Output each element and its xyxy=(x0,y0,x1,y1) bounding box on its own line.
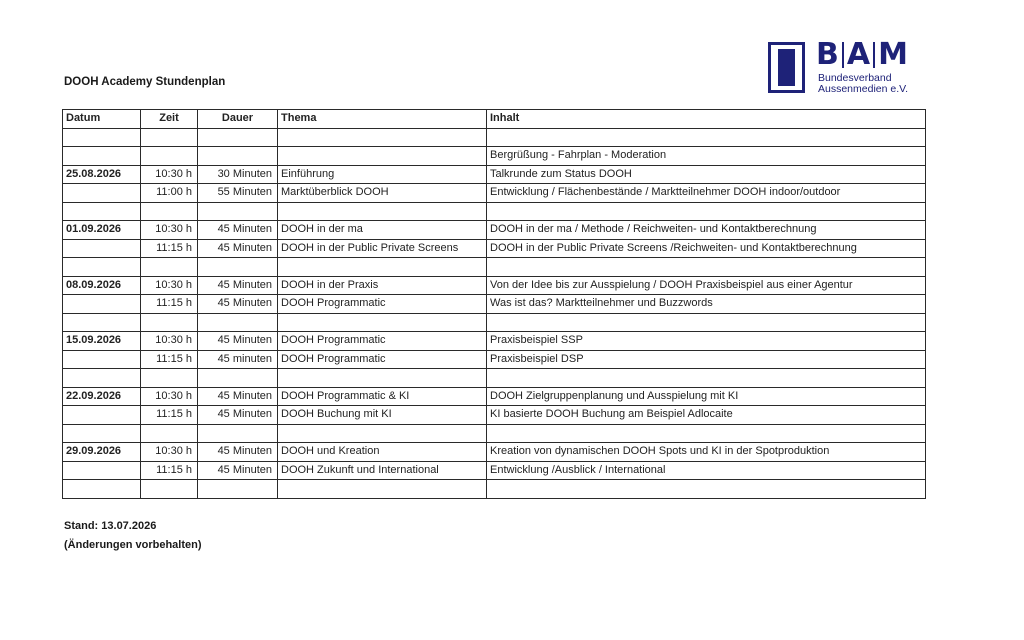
cell-inhalt: Von der Idee bis zur Ausspielung / DOOH Praxisbeispiel aus einer Agentur xyxy=(487,276,926,295)
cell-thema: DOOH in der Praxis xyxy=(278,276,487,295)
cell-inhalt xyxy=(487,480,926,499)
cell-dauer xyxy=(198,258,278,277)
table-header-row xyxy=(63,110,926,129)
cell-datum: 25.08.2026 xyxy=(63,165,141,184)
cell-thema: DOOH in der Public Private Screens xyxy=(278,239,487,258)
cell-thema: DOOH in der ma xyxy=(278,221,487,240)
cell-dauer: 45 Minuten xyxy=(198,239,278,258)
cell-datum: 22.09.2026 xyxy=(63,387,141,406)
logo-letter-b: B xyxy=(816,37,839,72)
cell-dauer xyxy=(198,424,278,443)
cell-dauer: 45 Minuten xyxy=(198,276,278,295)
cell-zeit: 10:30 h xyxy=(141,387,198,406)
table-body xyxy=(63,128,926,498)
table-row xyxy=(63,295,926,314)
cell-datum xyxy=(63,295,141,314)
cell-datum xyxy=(63,258,141,277)
logo-line-1: Bundesverband xyxy=(818,72,892,84)
cell-zeit xyxy=(141,480,198,499)
cell-zeit: 10:30 h xyxy=(141,443,198,462)
cell-inhalt xyxy=(487,424,926,443)
cell-zeit: 10:30 h xyxy=(141,276,198,295)
table-row xyxy=(63,258,926,277)
cell-datum xyxy=(63,406,141,425)
column-header-dauer: Dauer xyxy=(198,110,278,129)
table-row xyxy=(63,239,926,258)
cell-dauer xyxy=(198,128,278,147)
cell-dauer: 45 Minuten xyxy=(198,461,278,480)
logo-letter-m: M xyxy=(878,37,908,72)
cell-inhalt: Kreation von dynamischen DOOH Spots und KI in der Spotproduktion xyxy=(487,443,926,462)
cell-zeit: 11:00 h xyxy=(141,184,198,203)
cell-thema xyxy=(278,128,487,147)
cell-thema: DOOH Buchung mit KI xyxy=(278,406,487,425)
cell-zeit: 11:15 h xyxy=(141,406,198,425)
cell-inhalt: Was ist das? Marktteilnehmer und Buzzwords xyxy=(487,295,926,314)
table-row xyxy=(63,276,926,295)
table-row xyxy=(63,443,926,462)
cell-thema: DOOH Programmatic xyxy=(278,295,487,314)
cell-datum xyxy=(63,202,141,221)
table-row xyxy=(63,165,926,184)
cell-dauer: 55 Minuten xyxy=(198,184,278,203)
cell-inhalt: Bergrüßung - Fahrplan - Moderation xyxy=(487,147,926,166)
table-row xyxy=(63,424,926,443)
cell-zeit xyxy=(141,369,198,388)
cell-datum xyxy=(63,480,141,499)
schedule-table xyxy=(62,109,926,499)
cell-dauer: 45 Minuten xyxy=(198,443,278,462)
cell-thema: DOOH und Kreation xyxy=(278,443,487,462)
cell-datum xyxy=(63,369,141,388)
cell-thema: DOOH Programmatic & KI xyxy=(278,387,487,406)
cell-datum xyxy=(63,350,141,369)
cell-zeit: 11:15 h xyxy=(141,350,198,369)
cell-zeit: 10:30 h xyxy=(141,221,198,240)
cell-thema xyxy=(278,147,487,166)
table-row xyxy=(63,313,926,332)
cell-zeit: 10:30 h xyxy=(141,332,198,351)
column-header-inhalt: Inhalt xyxy=(487,110,926,129)
cell-dauer xyxy=(198,480,278,499)
cell-thema xyxy=(278,258,487,277)
cell-inhalt xyxy=(487,202,926,221)
cell-zeit: 10:30 h xyxy=(141,165,198,184)
table-row xyxy=(63,202,926,221)
bam-logo-icon xyxy=(768,42,805,93)
cell-thema: DOOH Programmatic xyxy=(278,350,487,369)
cell-datum: 01.09.2026 xyxy=(63,221,141,240)
table-row xyxy=(63,221,926,240)
cell-zeit xyxy=(141,258,198,277)
cell-datum xyxy=(63,461,141,480)
logo-letters xyxy=(816,37,908,72)
cell-inhalt xyxy=(487,313,926,332)
table-row xyxy=(63,350,926,369)
cell-dauer xyxy=(198,369,278,388)
cell-dauer: 45 Minuten xyxy=(198,295,278,314)
cell-dauer xyxy=(198,147,278,166)
cell-dauer: 45 Minuten xyxy=(198,221,278,240)
cell-datum xyxy=(63,424,141,443)
cell-dauer xyxy=(198,202,278,221)
cell-thema: DOOH Programmatic xyxy=(278,332,487,351)
cell-datum xyxy=(63,147,141,166)
cell-thema xyxy=(278,480,487,499)
cell-zeit: 11:15 h xyxy=(141,461,198,480)
logo-subtitle xyxy=(818,73,908,95)
cell-datum xyxy=(63,128,141,147)
cell-inhalt: DOOH Zielgruppenplanung und Ausspielung mit KI xyxy=(487,387,926,406)
table-row xyxy=(63,332,926,351)
table-row xyxy=(63,128,926,147)
column-header-zeit: Zeit xyxy=(141,110,198,129)
logo-line-2: Aussenmedien e.V. xyxy=(818,83,909,95)
cell-thema: Marktüberblick DOOH xyxy=(278,184,487,203)
cell-inhalt: Talkrunde zum Status DOOH xyxy=(487,165,926,184)
cell-datum: 15.09.2026 xyxy=(63,332,141,351)
logo-separator xyxy=(873,42,875,68)
changes-note: (Änderungen vorbehalten) xyxy=(64,539,202,551)
logo-separator xyxy=(842,42,844,68)
cell-dauer: 30 Minuten xyxy=(198,165,278,184)
cell-inhalt xyxy=(487,258,926,277)
cell-inhalt: Entwicklung /Ausblick / International xyxy=(487,461,926,480)
bam-logo xyxy=(768,37,918,96)
logo-letter-a: A xyxy=(846,37,871,72)
cell-thema: DOOH Zukunft und International xyxy=(278,461,487,480)
cell-dauer: 45 Minuten xyxy=(198,387,278,406)
cell-thema xyxy=(278,202,487,221)
table-row xyxy=(63,461,926,480)
cell-thema: Einführung xyxy=(278,165,487,184)
cell-inhalt: DOOH in der Public Private Screens /Reichweiten- und Kontaktberechnung xyxy=(487,239,926,258)
cell-dauer: 45 Minuten xyxy=(198,406,278,425)
table-row xyxy=(63,480,926,499)
cell-zeit xyxy=(141,424,198,443)
cell-inhalt: Praxisbeispiel SSP xyxy=(487,332,926,351)
page-title: DOOH Academy Stundenplan xyxy=(64,76,226,88)
table-row xyxy=(63,184,926,203)
cell-dauer: 45 Minuten xyxy=(198,332,278,351)
cell-thema xyxy=(278,313,487,332)
table-row xyxy=(63,406,926,425)
cell-inhalt: KI basierte DOOH Buchung am Beispiel Adlocaite xyxy=(487,406,926,425)
cell-inhalt xyxy=(487,369,926,388)
cell-datum: 29.09.2026 xyxy=(63,443,141,462)
cell-datum xyxy=(63,184,141,203)
cell-zeit: 11:15 h xyxy=(141,239,198,258)
table-row xyxy=(63,147,926,166)
table-row xyxy=(63,387,926,406)
cell-zeit xyxy=(141,147,198,166)
cell-inhalt: DOOH in der ma / Methode / Reichweiten- und Kontaktberechnung xyxy=(487,221,926,240)
column-header-datum: Datum xyxy=(63,110,141,129)
table-row xyxy=(63,369,926,388)
cell-thema xyxy=(278,369,487,388)
cell-zeit xyxy=(141,202,198,221)
cell-zeit xyxy=(141,128,198,147)
cell-datum xyxy=(63,239,141,258)
cell-dauer xyxy=(198,313,278,332)
cell-inhalt xyxy=(487,128,926,147)
cell-datum: 08.09.2026 xyxy=(63,276,141,295)
cell-zeit: 11:15 h xyxy=(141,295,198,314)
cell-inhalt: Praxisbeispiel DSP xyxy=(487,350,926,369)
cell-thema xyxy=(278,424,487,443)
cell-zeit xyxy=(141,313,198,332)
stand-date: Stand: 13.07.2026 xyxy=(64,520,157,532)
cell-datum xyxy=(63,313,141,332)
cell-inhalt: Entwicklung / Flächenbestände / Marktteilnehmer DOOH indoor/outdoor xyxy=(487,184,926,203)
column-header-thema: Thema xyxy=(278,110,487,129)
cell-dauer: 45 minuten xyxy=(198,350,278,369)
